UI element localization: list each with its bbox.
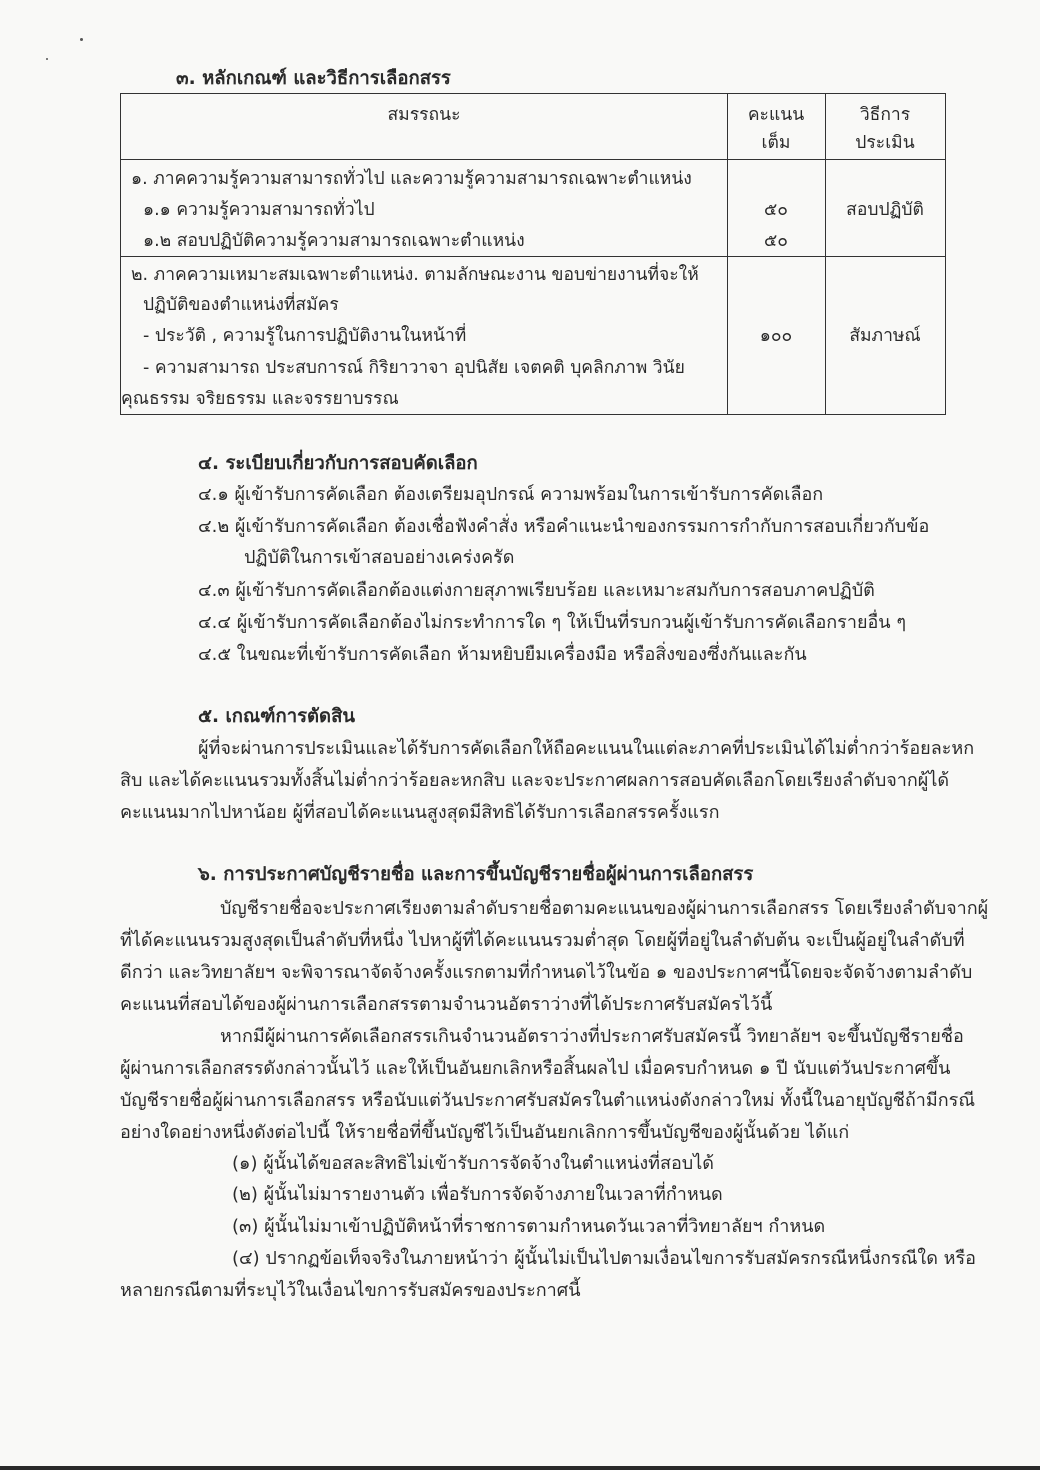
section4-item: ๔.๔ ผู้เข้ารับการคัดเลือกต้องไม่กระทำการใด ๆ ให้เป็นที่รบกวนผู้เข้ารับการคัดเลือกรายอื่น ๆ bbox=[198, 612, 907, 633]
section6-paragraph-line: หากมีผู้ผ่านการคัดเลือกสรรเกินจำนวนอัตราว่างที่ประกาศรับสมัครนี้ วิทยาลัยฯ จะขึ้นบัญชีรายชื่อ bbox=[220, 1026, 964, 1047]
section6-paragraph-line: ดีกว่า และวิทยาลัยฯ จะพิจารณาจัดจ้างครั้งแรกตามที่กำหนดไว้ในข้อ ๑ ของประกาศฯนี้โดยจะจัดจ้างตามลำดับ bbox=[120, 962, 973, 983]
section6-paragraph-line: หลายกรณีตามที่ระบุไว้ในเงื่อนไขการรับสมัครของประกาศนี้ bbox=[120, 1280, 581, 1301]
row2-method: สัมภาษณ์ bbox=[849, 326, 921, 346]
table-divider bbox=[121, 159, 945, 160]
row1-item: ๑.๒ สอบปฏิบัติความรู้ความสามารถเฉพาะตำแหน่ง bbox=[143, 231, 525, 251]
section4-item: ๔.๓ ผู้เข้ารับการคัดเลือกต้องแต่งกายสุภาพเรียบร้อย และเหมาะสมกับการสอบภาคปฏิบัติ bbox=[198, 580, 875, 601]
section6-paragraph-line: บัญชีรายชื่อผู้ผ่านการเลือกสรร หรือนับแต่วันประกาศรับสมัครในตำแหน่งดังกล่าวใหม่ ทั้งนี้ในอายุบัญชีถ้ามีกรณี bbox=[120, 1090, 976, 1111]
row2-line: - ประวัติ , ความรู้ในการปฏิบัติงานในหน้าที่ bbox=[143, 326, 467, 346]
scan-speck bbox=[80, 38, 83, 41]
section6-heading: ๖. การประกาศบัญชีรายชื่อ และการขึ้นบัญชีรายชื่อผู้ผ่านการเลือกสรร bbox=[198, 864, 754, 885]
section6-list-item: (๑) ผู้นั้นได้ขอสละสิทธิไม่เข้ารับการจัดจ้างในตำแหน่งที่สอบได้ bbox=[232, 1153, 714, 1174]
row2-line: คุณธรรม จริยธรรม และจรรยาบรรณ bbox=[121, 389, 399, 409]
row2-line: ปฏิบัติของตำแหน่งที่สมัคร bbox=[143, 295, 339, 315]
section6-paragraph-line: ที่ได้คะแนนรวมสูงสุดเป็นลำดับที่หนึ่ง ไปหาผู้ที่ได้คะแนนรวมต่ำสุด โดยผู้ที่อยู่ในลำดับต้น จะเป็นผู้อยู่ในลำดับที่ bbox=[120, 930, 965, 951]
row2-line: - ความสามารถ ประสบการณ์ กิริยาวาจา อุปนิสัย เจตคติ บุคลิกภาพ วินัย bbox=[143, 358, 685, 378]
table-divider bbox=[121, 256, 945, 257]
row1-score: ๕๐ bbox=[764, 231, 788, 251]
header-score: เต็ม bbox=[761, 133, 791, 153]
row1-method: สอบปฏิบัติ bbox=[846, 200, 924, 220]
section5-paragraph-line: ผู้ที่จะผ่านการประเมินและได้รับการคัดเลือกให้ถือคะแนนในแต่ละภาคที่ประเมินได้ไม่ต่ำกว่าร้อยละหก bbox=[198, 738, 975, 759]
section4-heading: ๔. ระเบียบเกี่ยวกับการสอบคัดเลือก bbox=[198, 453, 478, 474]
section6-list-item: (๔) ปรากฏข้อเท็จจริงในภายหน้าว่า ผู้นั้นไม่เป็นไปตามเงื่อนไขการรับสมัครกรณีหนึ่งกรณีใด หรือ bbox=[232, 1248, 976, 1269]
header-score: คะแนน bbox=[747, 105, 805, 125]
scan-bottom-edge bbox=[0, 1466, 1040, 1470]
section4-item: ๔.๑ ผู้เข้ารับการคัดเลือก ต้องเตรียมอุปกรณ์ ความพร้อมในการเข้ารับการคัดเลือก bbox=[198, 484, 824, 505]
section6-list-item: (๓) ผู้นั้นไม่มาเข้าปฏิบัติหน้าที่ราชการตามกำหนดวันเวลาที่วิทยาลัยฯ กำหนด bbox=[232, 1216, 826, 1237]
section6-paragraph-line: ผู้ผ่านการเลือกสรรดังกล่าวนั้นไว้ และให้เป็นอันยกเลิกหรือสิ้นผลไป เมื่อครบกำหนด ๑ ปี นับแต่วันประกาศขึ้น bbox=[120, 1058, 951, 1079]
row1-score: ๕๐ bbox=[764, 200, 788, 220]
section4-item: ๔.๕ ในขณะที่เข้ารับการคัดเลือก ห้ามหยิบยืมเครื่องมือ หรือสิ่งของซึ่งกันและกัน bbox=[198, 644, 807, 665]
header-method: ประเมิน bbox=[855, 133, 915, 153]
header-method: วิธีการ bbox=[859, 105, 911, 125]
row2-score: ๑๐๐ bbox=[759, 326, 793, 346]
section6-paragraph-line: อย่างใดอย่างหนึ่งดังต่อไปนี้ ให้รายชื่อที่ขึ้นบัญชีไว้เป็นอันยกเลิกการขึ้นบัญชีของผู้นั้นด้วย ได้แก่ bbox=[120, 1122, 850, 1143]
section4-item: ปฏิบัติในการเข้าสอบอย่างเคร่งครัด bbox=[244, 547, 515, 568]
row2-line: ๒. ภาคความเหมาะสมเฉพาะตำแหน่ง. ตามลักษณะงาน ขอบข่ายงานที่จะให้ bbox=[131, 265, 699, 285]
section4-item: ๔.๒ ผู้เข้ารับการคัดเลือก ต้องเชื่อฟังคำสั่ง หรือคำแนะนำของกรรมการกำกับการสอบเกี่ยวกับข้อ bbox=[198, 516, 930, 537]
section6-paragraph-line: บัญชีรายชื่อจะประกาศเรียงตามลำดับรายชื่อตามคะแนนของผู้ผ่านการเลือกสรร โดยเรียงลำดับจากผู้ bbox=[220, 898, 989, 919]
section3-heading: ๓. หลักเกณฑ์ และวิธีการเลือกสรร bbox=[176, 68, 451, 89]
section5-paragraph-line: สิบ และได้คะแนนรวมทั้งสิ้นไม่ต่ำกว่าร้อยละหกสิบ และจะประกาศผลการสอบคัดเลือกโดยเรียงลำดับจากผู้ได้ bbox=[120, 770, 950, 791]
header-competency: สมรรถนะ bbox=[387, 105, 461, 125]
criteria-table bbox=[120, 93, 946, 415]
section5-paragraph-line: คะแนนมากไปหาน้อย ผู้ที่สอบได้คะแนนสูงสุดมีสิทธิได้รับการเลือกสรรครั้งแรก bbox=[120, 802, 720, 823]
row1-item: ๑.๑ ความรู้ความสามารถทั่วไป bbox=[143, 200, 375, 220]
row1-title: ๑. ภาคความรู้ความสามารถทั่วไป และความรู้ความสามารถเฉพาะตำแหน่ง bbox=[131, 169, 692, 189]
section6-paragraph-line: คะแนนที่สอบได้ของผู้ผ่านการเลือกสรรตามจำนวนอัตราว่างที่ได้ประกาศรับสมัครไว้นี้ bbox=[120, 994, 773, 1015]
scan-speck bbox=[46, 58, 48, 60]
section5-heading: ๕. เกณฑ์การตัดสิน bbox=[198, 706, 356, 727]
section6-list-item: (๒) ผู้นั้นไม่มารายงานตัว เพื่อรับการจัดจ้างภายในเวลาที่กำหนด bbox=[232, 1184, 723, 1205]
